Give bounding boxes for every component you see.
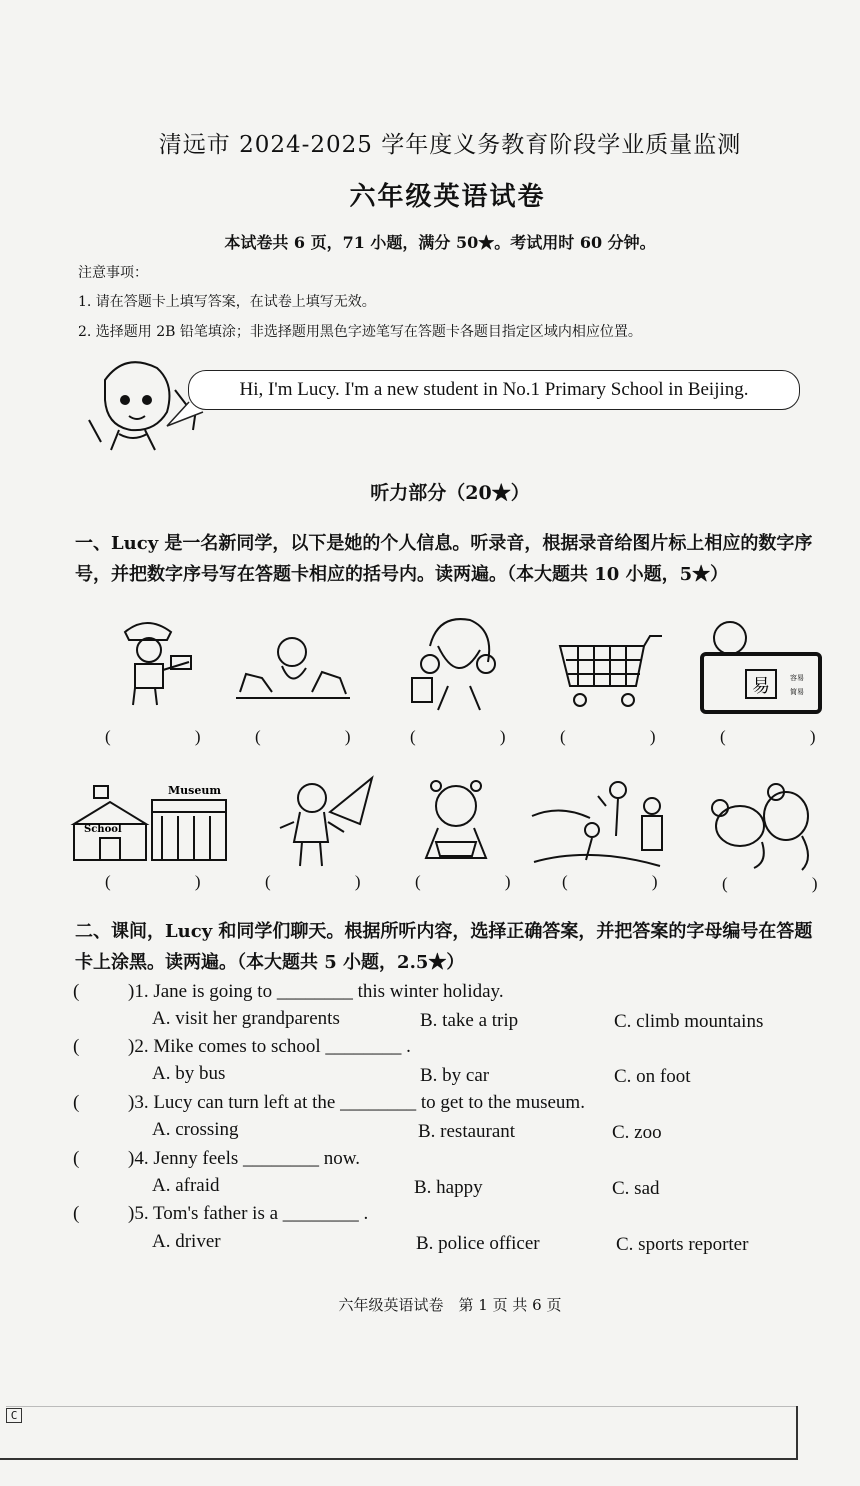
astronaut-pilot-picture-icon <box>272 772 376 868</box>
bottom-divider <box>6 1406 796 1407</box>
notes-heading: 注意事项： <box>78 265 148 281</box>
girl-reading-picture-icon <box>412 776 500 864</box>
school-label: School <box>84 824 122 835</box>
q2-paren[interactable]: ( <box>73 1036 80 1057</box>
postman-picture-icon <box>105 612 197 707</box>
girl-with-headphones-picture-icon <box>408 606 508 712</box>
q5-stem: )5. Tom's father is a ________ . <box>128 1203 369 1224</box>
speech-bubble: Hi, I'm Lucy. I'm a new student in No.1 Primary School in Beijing. <box>188 370 800 410</box>
answer-bracket-10[interactable]: ( ) <box>722 874 858 893</box>
note-item-1: 1. 请在答题卡上填写答案，在试卷上填写无效。 <box>78 294 376 310</box>
answer-bracket-3[interactable]: ( ) <box>410 727 546 746</box>
card-word1: 容易 <box>790 674 804 682</box>
mice-picture-icon <box>706 782 816 872</box>
q1-option-c[interactable]: C. climb mountains <box>614 1011 764 1032</box>
q4-option-c[interactable]: C. sad <box>612 1178 660 1199</box>
q1-stem: )1. Jane is going to ________ this winter holiday. <box>128 981 504 1002</box>
card-char: 易 <box>752 676 770 697</box>
museum-label: Museum <box>168 784 222 797</box>
corner-mark: C <box>6 1408 22 1423</box>
answer-bracket-4[interactable]: ( ) <box>560 727 696 746</box>
q3-option-a[interactable]: A. crossing <box>152 1119 239 1140</box>
part2-heading: 二、课间，Lucy 和同学们聊天。根据所听内容，选择正确答案，并把答案的字母编号在答题卡上涂黑。读两遍。（本大题共 5 小题，2.5★） <box>75 921 813 973</box>
bottom-right-border <box>796 1406 798 1458</box>
q3-stem: )3. Lucy can turn left at the ________ to get to the museum. <box>128 1092 585 1113</box>
exam-title-line2: 六年级英语试卷 <box>349 182 546 212</box>
note-item-2: 2. 选择题用 2B 铅笔填涂；非选择题用黑色字迹笔写在答题卡各题目指定区域内相应位置。 <box>78 324 642 340</box>
q4-stem: )4. Jenny feels ________ now. <box>128 1148 361 1169</box>
q5-option-c[interactable]: C. sports reporter <box>616 1234 749 1255</box>
q1-option-b[interactable]: B. take a trip <box>420 1010 519 1031</box>
answer-bracket-7[interactable]: ( ) <box>265 872 401 891</box>
shopping-cart-picture-icon <box>558 634 664 710</box>
q1-option-a[interactable]: A. visit her grandparents <box>152 1008 340 1029</box>
answer-bracket-5[interactable]: ( ) <box>720 727 856 746</box>
girl-in-city-picture-icon <box>232 622 352 704</box>
part1-heading: 一、Lucy 是一名新同学，以下是她的个人信息。听录音，根据录音给图片标上相应的数字序号，并把数字序号写在答题卡相应的括号内。读两遍。（本大题共 10 小题，5★） <box>75 533 813 585</box>
answer-bracket-8[interactable]: ( ) <box>415 872 551 891</box>
q5-option-b[interactable]: B. police officer <box>416 1233 540 1254</box>
q3-option-b[interactable]: B. restaurant <box>418 1121 516 1142</box>
bottom-border <box>0 1458 798 1460</box>
q5-paren[interactable]: ( <box>73 1203 80 1224</box>
answer-bracket-9[interactable]: ( ) <box>562 872 698 891</box>
section-title: 听力部分（20★） <box>370 482 530 504</box>
teacher-with-card-picture-icon <box>686 618 824 716</box>
q2-option-a[interactable]: A. by bus <box>152 1063 226 1084</box>
answer-bracket-6[interactable]: ( ) <box>105 872 241 891</box>
q4-option-b[interactable]: B. happy <box>414 1177 483 1198</box>
school-and-museum-picture-icon <box>70 776 230 864</box>
answer-bracket-2[interactable]: ( ) <box>255 727 391 746</box>
q2-option-b[interactable]: B. by car <box>420 1065 490 1086</box>
q4-option-a[interactable]: A. afraid <box>152 1175 220 1196</box>
page-footer: 六年级英语试卷 第 1 页 共 6 页 <box>338 1296 562 1314</box>
q4-paren[interactable]: ( <box>73 1148 80 1169</box>
exam-info: 本试卷共 6 页，71 小题，满分 50★。考试用时 60 分钟。 <box>224 233 656 252</box>
answer-bracket-1[interactable]: ( ) <box>105 727 241 746</box>
hikers-picture-icon <box>530 776 678 870</box>
q2-option-c[interactable]: C. on foot <box>614 1066 691 1087</box>
card-word2: 简易 <box>790 688 804 696</box>
q3-option-c[interactable]: C. zoo <box>612 1122 662 1143</box>
exam-title-line1: 清远市 2024-2025 学年度义务教育阶段学业质量监测 <box>158 132 742 158</box>
q2-stem: )2. Mike comes to school ________ . <box>128 1036 411 1057</box>
q1-paren[interactable]: ( <box>73 981 80 1002</box>
q5-option-a[interactable]: A. driver <box>152 1231 221 1252</box>
q3-paren[interactable]: ( <box>73 1092 80 1113</box>
